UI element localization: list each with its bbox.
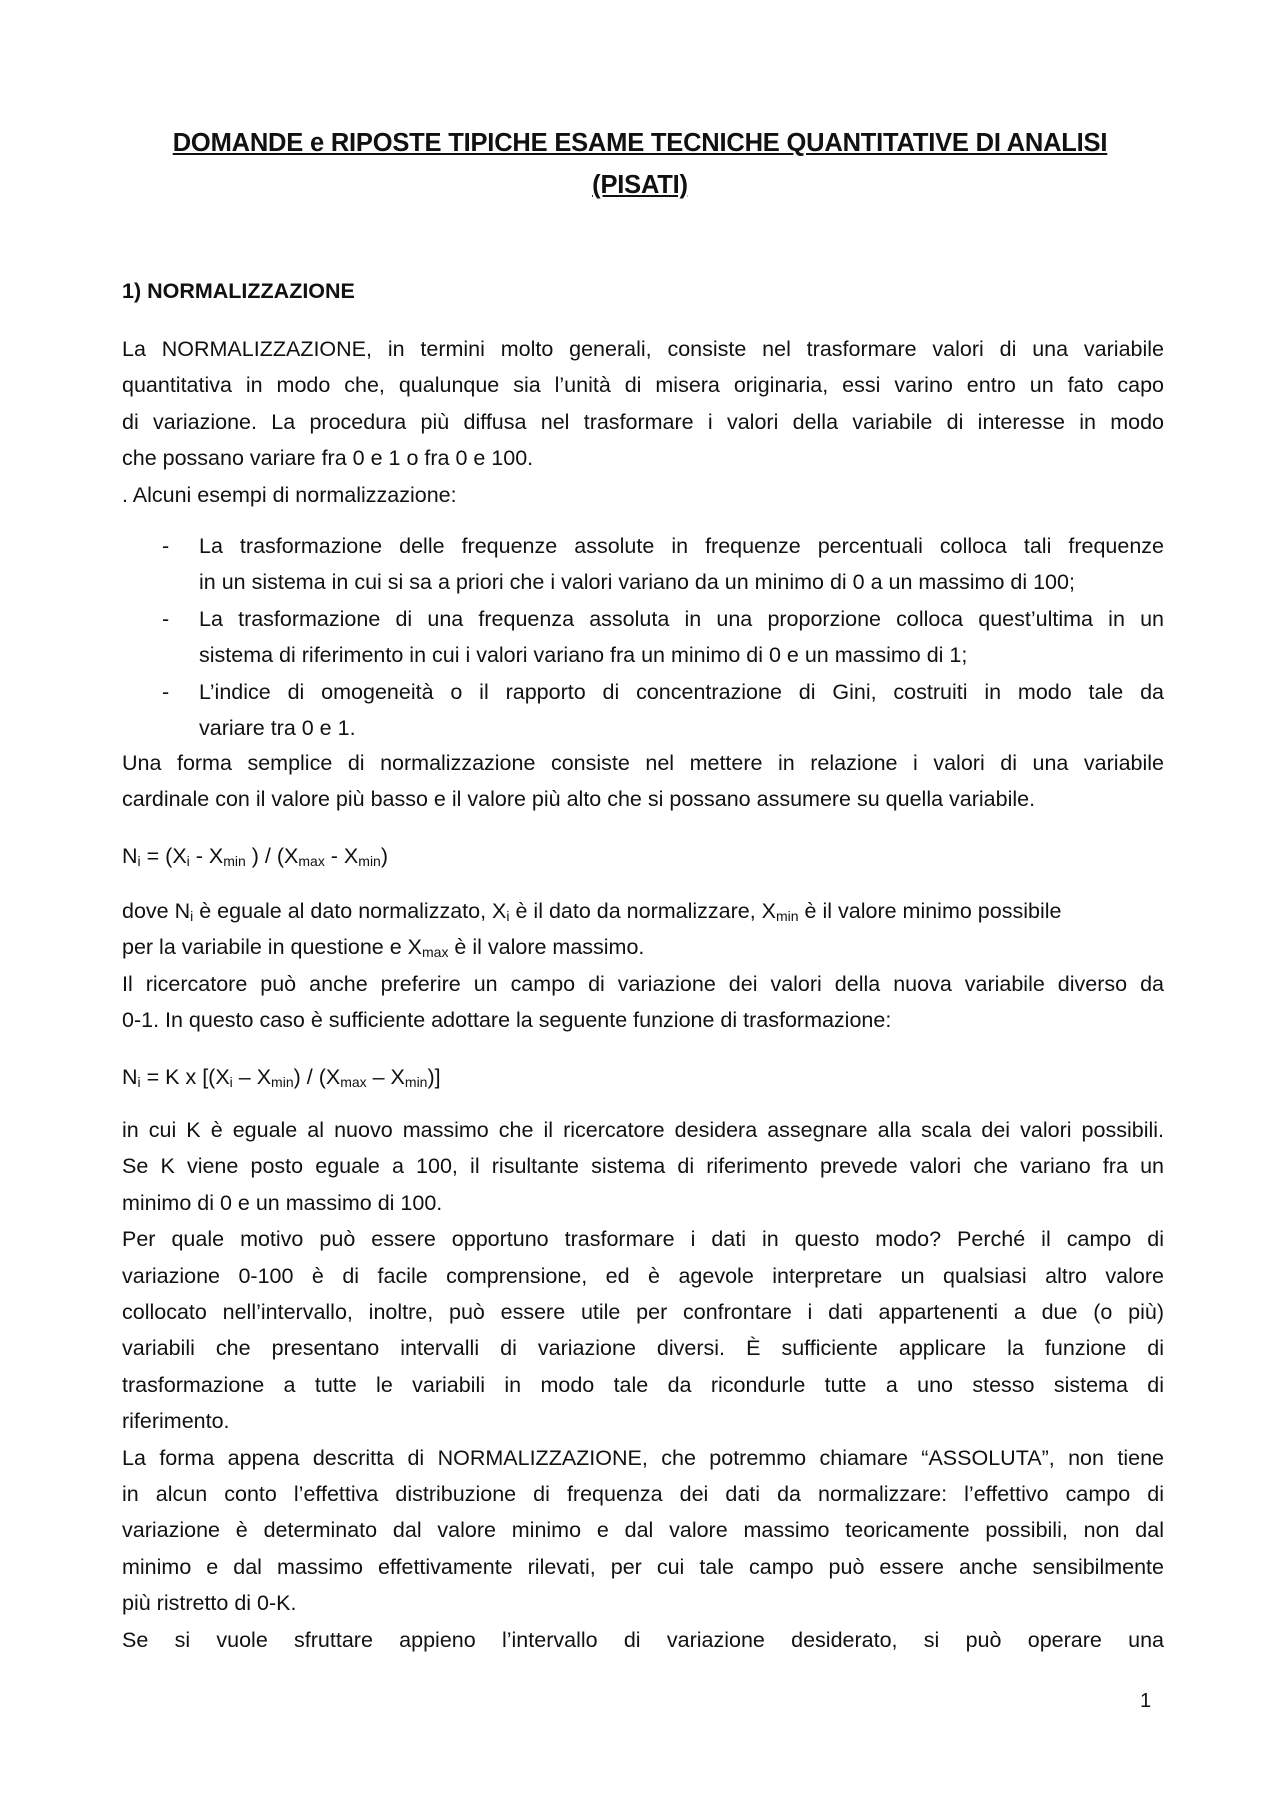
text-line: . Alcuni esempi di normalizzazione: bbox=[122, 482, 457, 507]
text-line: Una forma semplice di normalizzazione consiste nel mettere in relazione i valori di una variabile bbox=[122, 751, 1164, 775]
formula-var: N bbox=[122, 844, 138, 868]
text-line: Il ricercatore può anche preferire un campo di variazione dei valori della nuova variabile diverso da bbox=[122, 972, 1164, 996]
text-line: variazione 0-100 è di facile comprensione, ed è agevole interpretare un qualsiasi altro valore bbox=[122, 1263, 1164, 1288]
text-line: trasformazione a tutte le variabili in modo tale da ricondurle tutte a uno stesso sistema di bbox=[122, 1372, 1164, 1397]
formula-sub: max bbox=[422, 944, 449, 961]
text-span: è il valore minimo possibile bbox=[798, 899, 1062, 923]
formula-sub: i bbox=[186, 853, 190, 869]
formula-part: - X bbox=[324, 844, 359, 868]
text-line: La forma appena descritta di NORMALIZZAZIONE, che potremmo chiamare “ASSOLUTA”, non tiene bbox=[122, 1445, 1164, 1470]
text-span: è eguale al dato normalizzato, X bbox=[193, 899, 507, 923]
formula-part: )] bbox=[427, 1065, 441, 1089]
range-paragraph bbox=[122, 966, 1164, 1039]
text-line: variazione è determinato dal valore minimo e dal valore massimo teoricamente possibili, non dal bbox=[122, 1518, 1164, 1543]
formula-part: ) / (X bbox=[293, 1065, 341, 1089]
text-span: è il valore massimo. bbox=[448, 935, 645, 960]
formula-sub: min bbox=[404, 1074, 428, 1090]
text-line: Se K viene posto eguale a 100, il risultante sistema di riferimento prevede valori che variano fra un bbox=[122, 1154, 1164, 1179]
formula-part: = K x [(X bbox=[140, 1065, 230, 1089]
formula-var: N bbox=[122, 1065, 138, 1089]
text-line: riferimento. bbox=[122, 1409, 230, 1434]
text-line: variabili che presentano intervalli di variazione diversi. È sufficiente applicare la funzione di bbox=[122, 1336, 1164, 1361]
dash-marker: - bbox=[162, 534, 170, 558]
formula-part: - X bbox=[189, 844, 224, 868]
text-line: in alcun conto l’effettiva distribuzione di frequenza dei dati da normalizzare: l’effettivo campo di bbox=[122, 1482, 1164, 1507]
text-line bbox=[122, 929, 1164, 965]
text-line: minimo di 0 e un massimo di 100. bbox=[122, 1190, 443, 1215]
formula-sub: min bbox=[223, 853, 246, 869]
dash-marker: - bbox=[162, 679, 170, 704]
text-line: Per quale motivo può essere opportuno trasformare i dati in questo modo? Perché il campo di bbox=[122, 1227, 1164, 1252]
page-number: 1 bbox=[1140, 1690, 1152, 1712]
title-line-1: DOMANDE e RIPOSTE TIPICHE ESAME TECNICHE QUANTITATIVE DI ANALISI bbox=[172, 129, 1108, 157]
list-item bbox=[122, 601, 1164, 674]
dash-marker: - bbox=[162, 606, 170, 631]
formula-part: – X bbox=[366, 1065, 405, 1089]
list-item bbox=[122, 674, 1164, 747]
formula-sub: min bbox=[358, 853, 381, 869]
formula-sub: min bbox=[271, 1074, 294, 1090]
text-line: L’indice di omogeneità o il rapporto di concentrazione di Gini, costruiti in modo tale da bbox=[199, 679, 1164, 704]
text-line: La trasformazione di una frequenza assoluta in una proporzione colloca quest’ultima in un bbox=[199, 606, 1164, 631]
text-line: di variazione. La procedura più diffusa nel trasformare i valori della variabile di interesse in modo bbox=[122, 409, 1164, 434]
formula-absolute bbox=[122, 844, 388, 869]
formula-sub: min bbox=[776, 908, 799, 924]
text-line: minimo e dal massimo effettivamente rilevati, per cui tale campo può essere anche sensibilmente bbox=[122, 1554, 1164, 1579]
scaling-paragraph bbox=[122, 1112, 1164, 1658]
text-span: per la variabile in questione e X bbox=[122, 935, 422, 960]
formula-explanation bbox=[122, 893, 1164, 966]
formula-sub: i bbox=[506, 908, 510, 924]
text-line: variare tra 0 e 1. bbox=[199, 716, 356, 741]
text-line: Se si vuole sfruttare appieno l’intervallo di variazione desiderato, si può operare una bbox=[122, 1627, 1164, 1652]
text-span: dove N bbox=[122, 899, 191, 923]
formula-part: ) bbox=[380, 844, 389, 868]
text-line: che possano variare fra 0 e 1 o fra 0 e 100. bbox=[122, 446, 534, 471]
text-line: collocato nell’intervallo, inoltre, può essere utile per confrontare i dati appartenenti a due (o più) bbox=[122, 1300, 1164, 1325]
formula-sub: i bbox=[137, 853, 141, 869]
text-line: sistema di riferimento in cui i valori variano fra un minimo di 0 e un massimo di 1; bbox=[199, 643, 968, 668]
formula-sub: i bbox=[229, 1074, 233, 1090]
formula-part: – X bbox=[232, 1065, 272, 1089]
document-title bbox=[120, 122, 1160, 206]
text-line: La NORMALIZZAZIONE, in termini molto generali, consiste nel trasformare valori di una variabile bbox=[122, 337, 1164, 361]
relation-paragraph bbox=[122, 745, 1164, 818]
text-line: in un sistema in cui si sa a priori che i valori variano da un minimo di 0 a un massimo di 100; bbox=[199, 570, 1075, 595]
intro-paragraph bbox=[122, 331, 1164, 513]
examples-list bbox=[122, 528, 1164, 746]
text-line: cardinale con il valore più basso e il valore più alto che si possano assumere su quella variabile. bbox=[122, 787, 1036, 812]
formula-part: = (X bbox=[140, 844, 187, 868]
text-line: 0-1. In questo caso è sufficiente adottare la seguente funzione di trasformazione: bbox=[122, 1008, 892, 1033]
formula-scaled bbox=[122, 1065, 441, 1090]
formula-part: ) / (X bbox=[245, 844, 299, 868]
section-heading: 1) NORMALIZZAZIONE bbox=[122, 279, 355, 303]
formula-sub: i bbox=[137, 1074, 141, 1090]
text-line: quantitativa in modo che, qualunque sia l’unità di misera originaria, essi varino entro un fato capo bbox=[122, 373, 1164, 398]
formula-sub: max bbox=[340, 1074, 367, 1090]
text-line: La trasformazione delle frequenze assolute in frequenze percentuali colloca tali frequenze bbox=[199, 534, 1164, 558]
formula-sub: max bbox=[298, 853, 325, 869]
formula-sub: i bbox=[190, 908, 194, 924]
list-item bbox=[122, 528, 1164, 601]
text-line bbox=[122, 893, 1164, 929]
text-line: in cui K è eguale al nuovo massimo che il ricercatore desidera assegnare alla scala dei valori possibili. bbox=[122, 1118, 1164, 1142]
text-span: è il dato da normalizzare, X bbox=[509, 899, 777, 923]
title-line-2: (PISATI) bbox=[592, 171, 688, 199]
text-line: più ristretto di 0-K. bbox=[122, 1591, 297, 1616]
